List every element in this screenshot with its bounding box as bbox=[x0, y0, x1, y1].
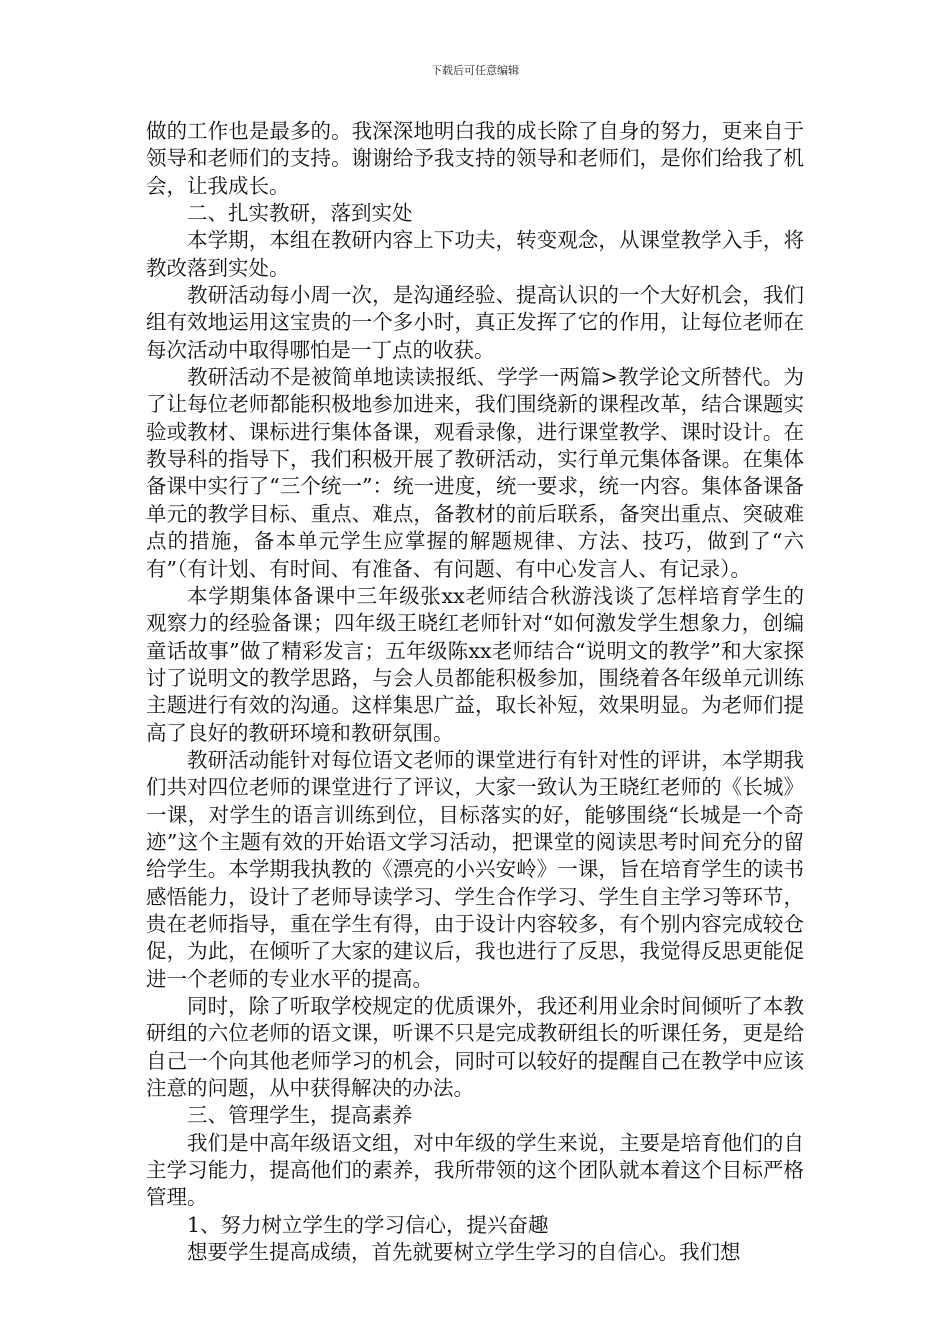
paragraph: 同时，除了听取学校规定的优质课外，我还利用业余时间倾听了本教研组的六位老师的语文课，听课不只是完成教研组长的听课任务，更是给自己一个向其他老师学习的机会，同时可以较好的提醒自己在教学中应该注意的问题，从中获得解决的办法。 bbox=[146, 994, 804, 1101]
paragraph: 本学期，本组在教研内容上下功夫，转变观念，从课堂教学入手，将教改落到实处。 bbox=[146, 228, 804, 280]
section-heading: 三、管理学生，提高素养 bbox=[187, 1103, 413, 1128]
document-body bbox=[146, 118, 804, 1266]
paragraph: 教研活动能针对每位语文老师的课堂进行有针对性的评讲，本学期我们共对四位老师的课堂进行了评议，大家一致认为王晓红老师的《长城》一课，对学生的语言训练到位，目标落实的好，能够围绕“长城是一个奇迹”这个主题有效的开始语文学习活动，把课堂的阅读思考时间充分的留给学生。本学期我执教的《漂亮的小兴安岭》一课，旨在培育学生的读书感悟能力，设计了老师导读学习、学生合作学习、学生自主学习等环节，贵在老师指导，重在学生有得，由于设计内容较多，有个别内容完成较仓促，为此，在倾听了大家的建议后，我也进行了反思，我觉得反思更能促进一个老师的专业水平的提高。 bbox=[146, 747, 804, 991]
paragraph: 本学期集体备课中三年级张xx老师结合秋游浅谈了怎样培育学生的观察力的经验备课；四年级王晓红老师针对“如何激发学生想象力，创编童话故事”做了精彩发言；五年级陈xx老师结合“说明文的教学”和大家探讨了说明文的教学思路，与会人员都能积极参加，围绕着各年级单元训练主题进行有效的沟通。这样集思广益，取长补短，效果明显。为老师们提高了良好的教研环境和教研氛围。 bbox=[146, 583, 804, 745]
paragraph: 教研活动每小周一次，是沟通经验、提高认识的一个大好机会，我们组有效地运用这宝贵的一个多小时，真正发挥了它的作用，让每位老师在每次活动中取得哪怕是一丁点的收获。 bbox=[146, 283, 804, 362]
paragraph: 教研活动不是被简单地读读报纸、学学一两篇>教学论文所替代。为了让每位老师都能积极地参加进来，我们围绕新的课程改革，结合课题实验或教材、课标进行集体备课，观看录像，进行课堂教学、课时设计。在教导科的指导下，我们积极开展了教研活动，实行单元集体备课。在集体备课中实行了“三个统一”：统一进度，统一要求，统一内容。集体备课备单元的教学目标、重点、难点，备教材的前后联系，备突出重点、突破难点的措施，备本单元学生应掌握的解题规律、方法、技巧，做到了“六有”（有计划、有时间、有准备、有问题、有中心发言人、有记录）。 bbox=[146, 365, 804, 581]
paragraph: 我们是中高年级语文组，对中年级的学生来说，主要是培育他们的自主学习能力，提高他们的素养，我所带领的这个团队就本着这个目标严格管理。 bbox=[146, 1130, 804, 1210]
page-header-note: 下载后可任意编辑 bbox=[431, 64, 519, 77]
section-heading: 二、扎实教研，落到实处 bbox=[187, 201, 413, 226]
subsection-heading: 1、努力树立学生的学习信心，提兴奋趣 bbox=[187, 1212, 549, 1237]
paragraph: 做的工作也是最多的。我深深地明白我的成长除了自身的努力，更来自于领导和老师们的支持。谢谢给予我支持的领导和老师们，是你们给我了机会，让我成长。 bbox=[146, 119, 804, 198]
paragraph: 想要学生提高成绩，首先就要树立学生学习的自信心。我们想 bbox=[187, 1240, 741, 1265]
